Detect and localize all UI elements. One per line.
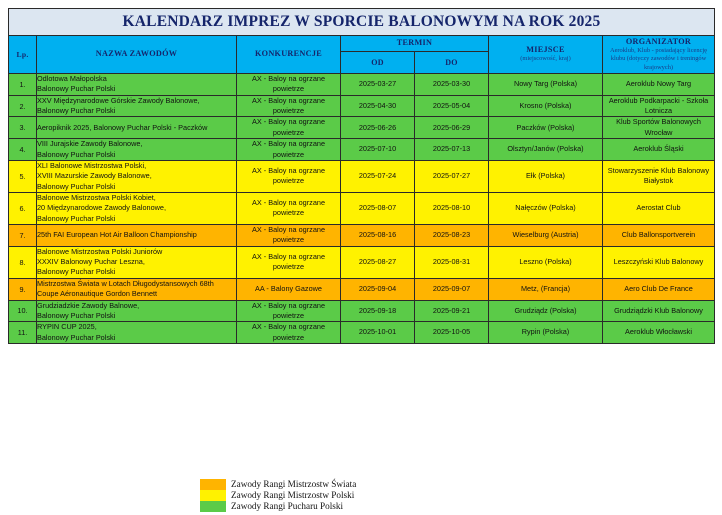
cell-name: VIII Jurajskie Zawody Balonowe, Balonowy Puchar Polski (37, 139, 237, 161)
cell-miejsce: Metz, (Francja) (489, 278, 603, 300)
column-header-organizator-sub: Aeroklub, Klub - posiadający licencję klubu (dotyczy zawodów i treningów krajowych) (609, 47, 708, 71)
legend-label: Zawody Rangi Pucharu Polski (231, 501, 344, 511)
cell-od: 2025-09-18 (341, 300, 415, 322)
cell-miejsce: Olsztyn/Janów (Polska) (489, 139, 603, 161)
cell-miejsce: Ełk (Polska) (489, 160, 603, 192)
cell-organizator: Grudziądzki Klub Balonowy (603, 300, 715, 322)
cell-organizator: Aeroklub Włocławski (603, 322, 715, 344)
table-row (9, 246, 715, 278)
table-row (9, 225, 715, 247)
legend-swatch-orange (200, 479, 226, 490)
cell-do: 2025-10-05 (415, 322, 489, 344)
cell-lp: 4. (9, 139, 37, 161)
cell-od: 2025-07-10 (341, 139, 415, 161)
cell-do: 2025-09-21 (415, 300, 489, 322)
cell-od: 2025-09-04 (341, 278, 415, 300)
cell-od: 2025-03-27 (341, 74, 415, 96)
cell-lp: 3. (9, 117, 37, 139)
cell-lp: 6. (9, 192, 37, 224)
legend-label: Zawody Rangi Mistrzostw Świata (231, 479, 357, 489)
table-row (9, 117, 715, 139)
cell-name: RYPIN CUP 2025, Balonowy Puchar Polski (37, 322, 237, 344)
legend-label: Zawody Rangi Mistrzostw Polski (231, 490, 355, 500)
cell-organizator: Leszczyński Klub Balonowy (603, 246, 715, 278)
cell-miejsce: Rypin (Polska) (489, 322, 603, 344)
table-row (9, 278, 715, 300)
cell-organizator: Aero Club De France (603, 278, 715, 300)
cell-name: 25th FAI European Hot Air Balloon Championship (37, 225, 237, 247)
cell-lp: 8. (9, 246, 37, 278)
table-row (9, 160, 715, 192)
cell-lp: 2. (9, 95, 37, 117)
table-row (9, 74, 715, 96)
column-header-miejsce (489, 36, 603, 74)
cell-do: 2025-05-04 (415, 95, 489, 117)
cell-name: Grudziadzkie Zawody Balnowe, Balonowy Puchar Polski (37, 300, 237, 322)
cell-do: 2025-08-23 (415, 225, 489, 247)
column-header-miejsce-title: MIEJSCE (526, 45, 565, 55)
header-row-main (9, 36, 715, 52)
table-row (9, 192, 715, 224)
cell-miejsce: Nowy Targ (Polska) (489, 74, 603, 96)
cell-name: XXV Międzynarodowe Górskie Zawody Balonowe, Balonowy Puchar Polski (37, 95, 237, 117)
cell-organizator: Aeroklub Podkarpacki - Szkoła Lotnicza (603, 95, 715, 117)
cell-organizator: Club Ballonsportverein (603, 225, 715, 247)
cell-konkurencje: AX - Baloy na ogrzane powietrze (237, 192, 341, 224)
column-header-name: NAZWA ZAWODÓW (37, 36, 237, 74)
cell-do: 2025-07-13 (415, 139, 489, 161)
cell-organizator: Aeroklub Śląski (603, 139, 715, 161)
table-body (9, 74, 715, 344)
legend-swatch-green (200, 501, 226, 512)
cell-do: 2025-09-07 (415, 278, 489, 300)
table-row (9, 95, 715, 117)
table-header (9, 9, 715, 74)
cell-konkurencje: AX - Baloy na ogrzane powietrze (237, 74, 341, 96)
cell-organizator: Aerostat Club (603, 192, 715, 224)
legend (200, 479, 530, 512)
cell-do: 2025-08-10 (415, 192, 489, 224)
cell-lp: 11. (9, 322, 37, 344)
cell-konkurencje: AX - Baloy na ogrzane powietrze (237, 160, 341, 192)
cell-name: Balonowe Mistrzostwa Polski Kobiet, 20 Międzynarodowe Zawody Balonowe, Balonowy Puchar Polski (37, 192, 237, 224)
cell-name: Odlotowa Małopolska Balonowy Puchar Polski (37, 74, 237, 96)
cell-miejsce: Paczków (Polska) (489, 117, 603, 139)
legend-item (200, 490, 530, 501)
cell-lp: 7. (9, 225, 37, 247)
cell-miejsce: Grudziądz (Polska) (489, 300, 603, 322)
legend-swatch-yellow (200, 490, 226, 501)
column-header-konkurencje: KONKURENCJE (237, 36, 341, 74)
column-header-organizator (603, 36, 715, 74)
cell-lp: 5. (9, 160, 37, 192)
cell-name: Aeropiknik 2025, Balonowy Puchar Polski - Paczków (37, 117, 237, 139)
cell-od: 2025-08-16 (341, 225, 415, 247)
column-header-miejsce-sub: (miejscowość, kraj) (520, 55, 571, 63)
cell-miejsce: Nałęczów (Polska) (489, 192, 603, 224)
cell-do: 2025-06-29 (415, 117, 489, 139)
cell-organizator: Stowarzyszenie Klub Balonowy Białystok (603, 160, 715, 192)
cell-konkurencje: AX - Baloy na ogrzane powietrze (237, 117, 341, 139)
table-row (9, 322, 715, 344)
cell-konkurencje: AX - Baloy na ogrzane powietrze (237, 300, 341, 322)
title-row (9, 9, 715, 36)
cell-lp: 10. (9, 300, 37, 322)
cell-organizator: Aeroklub Nowy Targ (603, 74, 715, 96)
column-header-organizator-title: ORGANIZATOR (625, 36, 692, 46)
cell-od: 2025-08-27 (341, 246, 415, 278)
cell-miejsce: Krosno (Polska) (489, 95, 603, 117)
cell-do: 2025-03-30 (415, 74, 489, 96)
table-row (9, 139, 715, 161)
column-header-lp: Lp. (9, 36, 37, 74)
cell-od: 2025-08-07 (341, 192, 415, 224)
cell-lp: 9. (9, 278, 37, 300)
cell-miejsce: Wieselburg (Austria) (489, 225, 603, 247)
cell-name: Balonowe Mistrzostwa Polski Juniorów XXXIV Balonowy Puchar Leszna, Balonowy Puchar Polski (37, 246, 237, 278)
cell-konkurencje: AX - Baloy na ogrzane powietrze (237, 322, 341, 344)
cell-od: 2025-07-24 (341, 160, 415, 192)
cell-name: Mistrzostwa Świata w Lotach Długodystansowych 68th Coupe Aéronautique Gordon Bennett (37, 278, 237, 300)
cell-konkurencje: AX - Baloy na ogrzane powietrze (237, 139, 341, 161)
column-header-do: DO (415, 52, 489, 74)
cell-organizator: Klub Sportów Balonowych Wrocław (603, 117, 715, 139)
page-title: KALENDARZ IMPREZ W SPORCIE BALONOWYM NA ROK 2025 (9, 9, 715, 36)
cell-konkurencje: AA - Balony Gazowe (237, 278, 341, 300)
column-header-od: OD (341, 52, 415, 74)
cell-od: 2025-06-26 (341, 117, 415, 139)
events-calendar-table (8, 8, 715, 344)
cell-od: 2025-04-30 (341, 95, 415, 117)
legend-item (200, 501, 530, 512)
cell-do: 2025-07-27 (415, 160, 489, 192)
cell-od: 2025-10-01 (341, 322, 415, 344)
table-row (9, 300, 715, 322)
cell-name: XLI Balonowe Mistrzostwa Polski, XVIII Mazurskie Zawody Balonowe, Balonowy Puchar Polski (37, 160, 237, 192)
cell-konkurencje: AX - Baloy na ogrzane powietrze (237, 246, 341, 278)
cell-miejsce: Leszno (Polska) (489, 246, 603, 278)
column-header-termin: TERMIN (341, 36, 489, 52)
legend-item (200, 479, 530, 490)
cell-konkurencje: AX - Baloy na ogrzane powietrze (237, 225, 341, 247)
cell-do: 2025-08-31 (415, 246, 489, 278)
cell-lp: 1. (9, 74, 37, 96)
cell-konkurencje: AX - Baloy na ogrzane powietrze (237, 95, 341, 117)
